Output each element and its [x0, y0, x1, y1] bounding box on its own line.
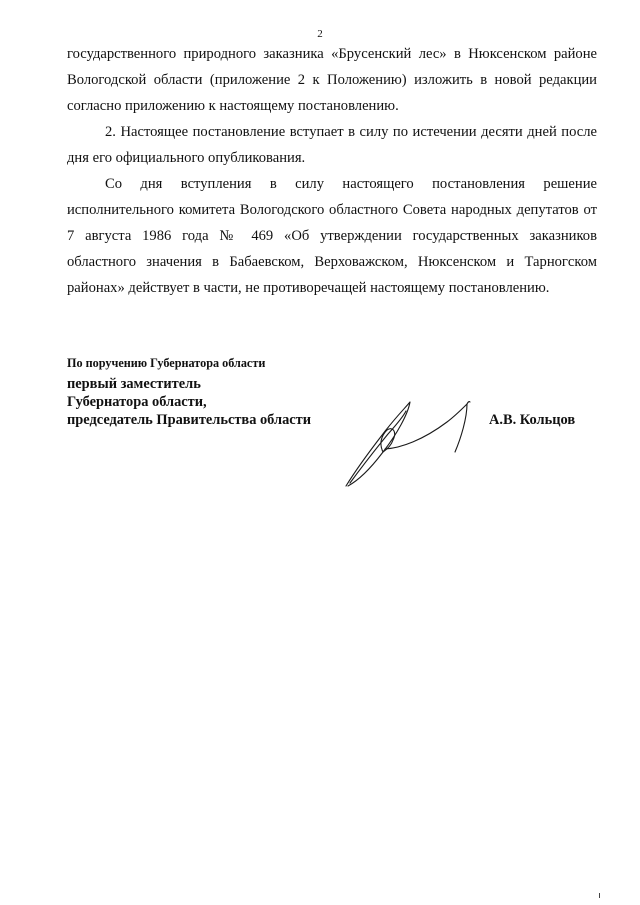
signature-title-line-3: председатель Правительства области: [67, 412, 312, 428]
signature-block: [67, 356, 607, 496]
paragraph-continuation: государственного природного заказника «Брусенский лес» в Нюксенском районе Вологодской области (приложение 2 к Положению) изложить в новой редакции согласно приложению к настоящему постановлению.: [67, 46, 597, 114]
signature-order-line: По поручению Губернатора области: [67, 356, 266, 370]
page-number: 2: [317, 28, 323, 40]
signatory-name: А.В. Кольцов: [489, 412, 576, 428]
scan-mark: [599, 893, 600, 898]
signature-title-line-2: Губернатора области,: [67, 394, 207, 410]
document-body: [67, 41, 597, 301]
signature-title-line-1: первый заместитель: [67, 376, 201, 392]
handwritten-signature: [339, 380, 489, 492]
paragraph-effective-date: 2. Настоящее постановление вступает в силу по истечении десяти дней после дня его официального опубликования.: [67, 124, 597, 166]
paragraph-prior-decision: Со дня вступления в силу настоящего постановления решение исполнительного комитета Вологодского областного Совета народных депутатов от 7 августа 1986 года № 469 «Об утверждении государственных заказников областного значения в Бабаевском, Верховажском, Нюксенском и Тарногском районах» действует в части, не противоречащей настоящему постановлению.: [67, 176, 597, 296]
